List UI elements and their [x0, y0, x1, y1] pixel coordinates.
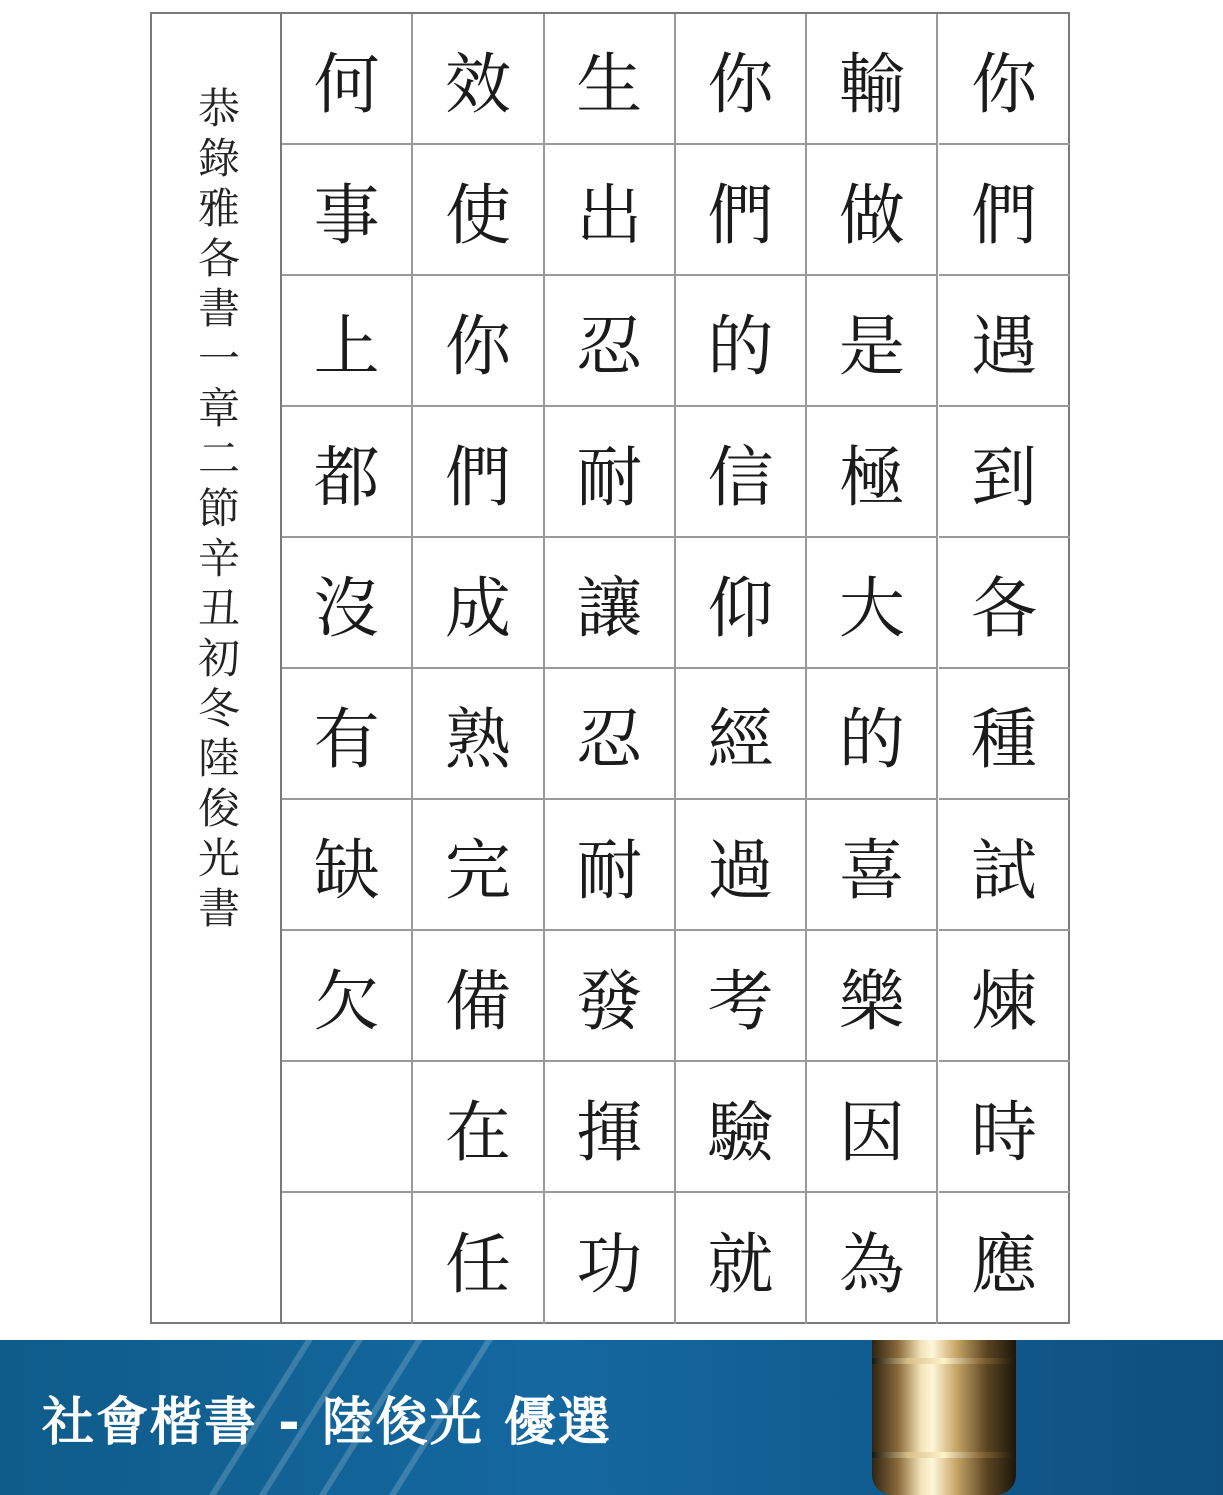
grid-character: 們 — [939, 145, 1070, 276]
pen-band — [872, 1452, 1016, 1458]
grid-character: 仰 — [676, 538, 807, 669]
signature-char: 節 — [197, 484, 240, 533]
grid-character: 信 — [676, 407, 807, 538]
grid-character: 的 — [807, 669, 938, 800]
grid-character: 樂 — [807, 931, 938, 1062]
signature-char: 陸 — [197, 734, 240, 783]
signature-column — [152, 14, 282, 1322]
grid-character: 忍 — [545, 669, 676, 800]
grid-character: 耐 — [545, 407, 676, 538]
grid-character: 忍 — [545, 276, 676, 407]
grid-character: 們 — [676, 145, 807, 276]
grid-character: 何 — [282, 14, 413, 145]
signature-char: 俊 — [197, 784, 240, 833]
grid-character: 的 — [676, 276, 807, 407]
grid-character: 欠 — [282, 931, 413, 1062]
grid-character: 任 — [413, 1193, 544, 1324]
pen-band — [872, 1358, 1016, 1364]
grid-character: 出 — [545, 145, 676, 276]
signature-char: 一 — [197, 334, 240, 383]
signature-char: 光 — [197, 834, 240, 883]
grid-character: 經 — [676, 669, 807, 800]
title-banner — [0, 1340, 1223, 1495]
grid-character: 你 — [939, 14, 1070, 145]
signature-char: 章 — [197, 384, 240, 433]
grid-character: 考 — [676, 931, 807, 1062]
grid-character: 讓 — [545, 538, 676, 669]
grid-character: 上 — [282, 276, 413, 407]
grid-character: 是 — [807, 276, 938, 407]
grid-character: 備 — [413, 931, 544, 1062]
grid-character: 都 — [282, 407, 413, 538]
grid-character: 各 — [939, 538, 1070, 669]
grid-character: 做 — [807, 145, 938, 276]
grid-character: 發 — [545, 931, 676, 1062]
signature-char: 書 — [197, 284, 240, 333]
signature-char: 恭 — [197, 84, 240, 133]
grid-character: 你 — [413, 276, 544, 407]
grid-character: 輸 — [807, 14, 938, 145]
grid-character: 有 — [282, 669, 413, 800]
grid-character: 你 — [676, 14, 807, 145]
signature-char: 冬 — [197, 684, 240, 733]
grid-character: 在 — [413, 1062, 544, 1193]
grid-character: 因 — [807, 1062, 938, 1193]
grid-character: 熟 — [413, 669, 544, 800]
grid-character: 就 — [676, 1193, 807, 1324]
grid-character: 成 — [413, 538, 544, 669]
signature-char: 丑 — [197, 584, 240, 633]
grid-character: 驗 — [676, 1062, 807, 1193]
empty-grid-cell — [282, 1062, 413, 1193]
grid-character: 遇 — [939, 276, 1070, 407]
grid-character: 事 — [282, 145, 413, 276]
signature-char: 各 — [197, 234, 240, 283]
signature-text — [190, 84, 248, 934]
signature-char: 錄 — [197, 134, 240, 183]
grid-character: 功 — [545, 1193, 676, 1324]
grid-character: 耐 — [545, 800, 676, 931]
grid-character: 應 — [971, 1226, 1038, 1303]
signature-char: 辛 — [197, 534, 240, 583]
grid-character: 為 — [807, 1193, 938, 1324]
grid-character: 到 — [939, 407, 1070, 538]
fountain-pen-nib-icon — [872, 1340, 1016, 1495]
grid-character: 煉 — [939, 931, 1070, 1062]
signature-char: 初 — [197, 634, 240, 683]
grid-character: 使 — [413, 145, 544, 276]
grid-character: 時 — [939, 1062, 1070, 1193]
signature-char: 書 — [197, 884, 240, 933]
grid-character: 喜 — [807, 800, 938, 931]
grid-character: 們 — [413, 407, 544, 538]
signature-char: 二 — [197, 434, 240, 483]
grid-character: 過 — [676, 800, 807, 931]
grid-character: 種 — [939, 669, 1070, 800]
grid-character: 缺 — [282, 800, 413, 931]
grid-character: 完 — [413, 800, 544, 931]
grid-character: 沒 — [282, 538, 413, 669]
empty-grid-cell — [282, 1193, 413, 1324]
grid-character: 試 — [939, 800, 1070, 931]
banner-title: 社會楷書 - 陸俊光 優選 — [42, 1393, 612, 1453]
grid-character: 極 — [807, 407, 938, 538]
grid-character: 生 — [545, 14, 676, 145]
grid-character: 揮 — [545, 1062, 676, 1193]
grid-character: 效 — [413, 14, 544, 145]
grid-character: 大 — [807, 538, 938, 669]
signature-char: 雅 — [197, 184, 240, 233]
calligraphy-sheet — [150, 12, 1070, 1324]
